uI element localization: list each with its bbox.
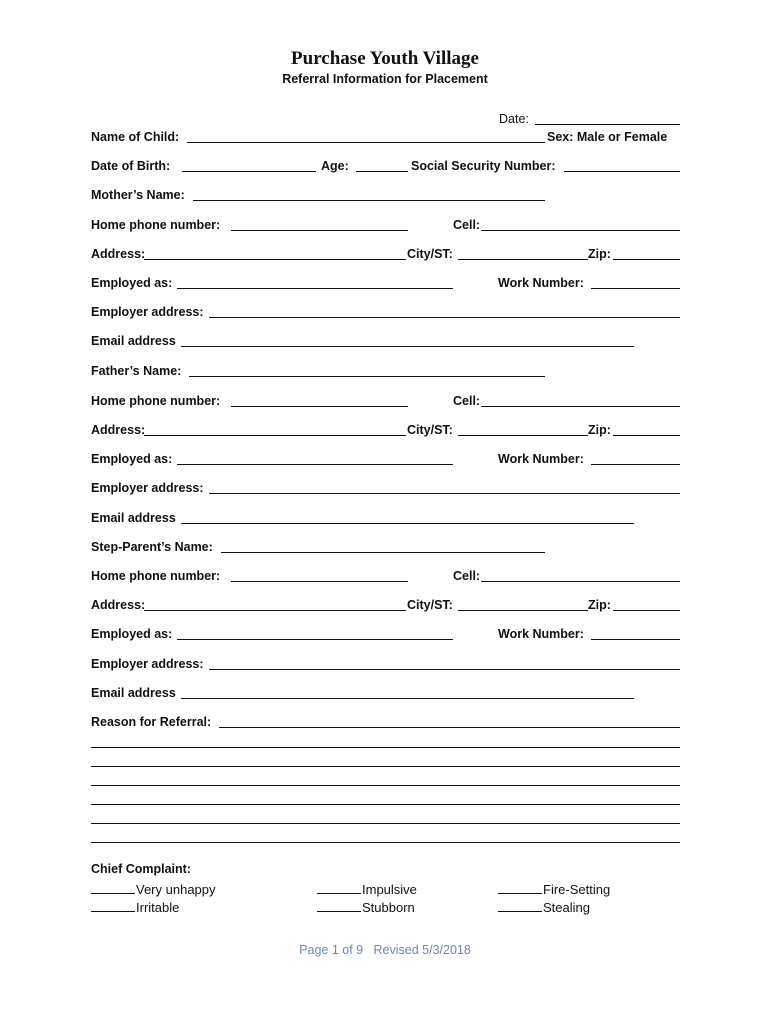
cell-label: Cell: xyxy=(453,569,481,583)
father-name-field[interactable] xyxy=(189,376,545,377)
reason-line[interactable] xyxy=(91,804,680,805)
zip-label: Zip: xyxy=(588,247,611,261)
complaint-blank[interactable] xyxy=(498,899,542,912)
father-employer-address-row xyxy=(91,479,680,497)
father-email-row xyxy=(91,509,680,527)
address-field[interactable] xyxy=(144,435,406,436)
mother-name-label: Mother’s Name: xyxy=(91,188,185,202)
complaint-label: Very unhappy xyxy=(136,882,216,897)
child-name-row xyxy=(91,128,680,146)
employed-as-field[interactable] xyxy=(177,288,453,289)
work-number-label: Work Number: xyxy=(498,452,584,466)
complaint-blank[interactable] xyxy=(498,881,542,894)
address-field[interactable] xyxy=(144,259,406,260)
work-number-field[interactable] xyxy=(591,639,680,640)
city-st-field[interactable] xyxy=(458,435,588,436)
cell-field[interactable] xyxy=(481,406,680,407)
step-parent-employer-address-row xyxy=(91,655,680,673)
address-label: Address: xyxy=(91,423,146,437)
zip-field[interactable] xyxy=(613,610,680,611)
father-name-row xyxy=(91,362,680,380)
employer-address-field[interactable] xyxy=(209,317,680,318)
employer-address-label: Employer address: xyxy=(91,657,204,671)
mother-name-row xyxy=(91,186,680,204)
page-footer: Page 1 of 9 Revised 5/3/2018 xyxy=(299,943,471,957)
employed-as-label: Employed as: xyxy=(91,276,173,290)
reason-row xyxy=(91,713,680,731)
email-address-field[interactable] xyxy=(181,523,634,524)
father-phone-row xyxy=(91,392,680,410)
email-address-label: Email address xyxy=(91,334,176,348)
home-phone-label: Home phone number: xyxy=(91,218,221,232)
zip-field[interactable] xyxy=(613,259,680,260)
employed-as-label: Employed as: xyxy=(91,627,173,641)
child-name-label: Name of Child: xyxy=(91,130,180,144)
employed-as-label: Employed as: xyxy=(91,452,173,466)
complaint-label: Fire-Setting xyxy=(543,882,611,897)
complaint-label: Irritable xyxy=(136,900,180,915)
step-parent-phone-row xyxy=(91,567,680,585)
work-number-label: Work Number: xyxy=(498,276,584,290)
email-address-label: Email address xyxy=(91,511,176,525)
step-parent-employment-row xyxy=(91,625,680,643)
complaint-label: Stealing xyxy=(543,900,590,915)
complaint-very-unhappy[interactable] xyxy=(91,881,216,899)
step-parent-address-row xyxy=(91,596,680,614)
complaint-impulsive[interactable] xyxy=(317,881,417,899)
chief-complaint-label: Chief Complaint: xyxy=(91,862,191,876)
date-field[interactable] xyxy=(535,124,680,125)
reason-line[interactable] xyxy=(91,766,680,767)
cell-field[interactable] xyxy=(481,230,680,231)
cell-label: Cell: xyxy=(453,218,481,232)
work-number-label: Work Number: xyxy=(498,627,584,641)
employer-address-field[interactable] xyxy=(209,493,680,494)
reason-line[interactable] xyxy=(91,785,680,786)
form-subtitle: Referral Information for Placement xyxy=(282,72,488,86)
mother-email-row xyxy=(91,332,680,350)
employer-address-label: Employer address: xyxy=(91,481,204,495)
email-address-field[interactable] xyxy=(181,698,634,699)
mother-name-field[interactable] xyxy=(193,200,545,201)
dob-row xyxy=(91,157,680,175)
employer-address-field[interactable] xyxy=(209,669,680,670)
form-title: Purchase Youth Village xyxy=(291,48,479,69)
address-label: Address: xyxy=(91,247,146,261)
mother-employer-address-row xyxy=(91,303,680,321)
complaint-stubborn[interactable] xyxy=(317,899,415,917)
complaint-irritable[interactable] xyxy=(91,899,179,917)
complaint-stealing[interactable] xyxy=(498,899,590,917)
home-phone-field[interactable] xyxy=(231,581,408,582)
step-parent-name-field[interactable] xyxy=(221,552,545,553)
city-st-field[interactable] xyxy=(458,610,588,611)
zip-field[interactable] xyxy=(613,435,680,436)
complaint-blank[interactable] xyxy=(317,881,361,894)
email-address-field[interactable] xyxy=(181,346,634,347)
father-name-label: Father’s Name: xyxy=(91,364,182,378)
date-row xyxy=(91,110,680,128)
complaint-label: Impulsive xyxy=(362,882,417,897)
cell-label: Cell: xyxy=(453,394,481,408)
city-st-label: City/ST: xyxy=(407,423,453,437)
employed-as-field[interactable] xyxy=(177,639,453,640)
email-address-label: Email address xyxy=(91,686,176,700)
complaint-fire-setting[interactable] xyxy=(498,881,610,899)
home-phone-label: Home phone number: xyxy=(91,394,221,408)
zip-label: Zip: xyxy=(588,598,611,612)
sex-label[interactable]: Sex: Male or Female xyxy=(547,130,668,144)
reason-field[interactable] xyxy=(219,727,680,728)
employed-as-field[interactable] xyxy=(177,464,453,465)
address-label: Address: xyxy=(91,598,146,612)
city-st-label: City/ST: xyxy=(407,247,453,261)
city-st-field[interactable] xyxy=(458,259,588,260)
step-parent-email-row xyxy=(91,684,680,702)
dob-field[interactable] xyxy=(182,171,316,172)
home-phone-field[interactable] xyxy=(231,406,408,407)
step-parent-name-label: Step-Parent’s Name: xyxy=(91,540,213,554)
ssn-field[interactable] xyxy=(564,171,680,172)
child-name-field[interactable] xyxy=(187,142,545,143)
age-field[interactable] xyxy=(356,171,408,172)
reason-line[interactable] xyxy=(91,747,680,748)
ssn-label: Social Security Number: xyxy=(411,159,556,173)
reason-line[interactable] xyxy=(91,823,680,824)
dob-label: Date of Birth: xyxy=(91,159,171,173)
work-number-field[interactable] xyxy=(591,464,680,465)
cell-field[interactable] xyxy=(481,581,680,582)
zip-label: Zip: xyxy=(588,423,611,437)
home-phone-label: Home phone number: xyxy=(91,569,221,583)
mother-phone-row xyxy=(91,216,680,234)
work-number-field[interactable] xyxy=(591,288,680,289)
reason-line[interactable] xyxy=(91,842,680,843)
mother-employment-row xyxy=(91,274,680,292)
father-employment-row xyxy=(91,450,680,468)
reason-label: Reason for Referral: xyxy=(91,715,212,729)
address-field[interactable] xyxy=(144,610,406,611)
employer-address-label: Employer address: xyxy=(91,305,204,319)
complaint-blank[interactable] xyxy=(317,899,361,912)
complaint-label: Stubborn xyxy=(362,900,415,915)
age-label: Age: xyxy=(321,159,349,173)
home-phone-field[interactable] xyxy=(231,230,408,231)
father-address-row xyxy=(91,421,680,439)
complaint-blank[interactable] xyxy=(91,899,135,912)
complaint-blank[interactable] xyxy=(91,881,135,894)
city-st-label: City/ST: xyxy=(407,598,453,612)
date-label: Date: xyxy=(499,112,529,126)
mother-address-row xyxy=(91,245,680,263)
step-parent-name-row xyxy=(91,538,680,556)
